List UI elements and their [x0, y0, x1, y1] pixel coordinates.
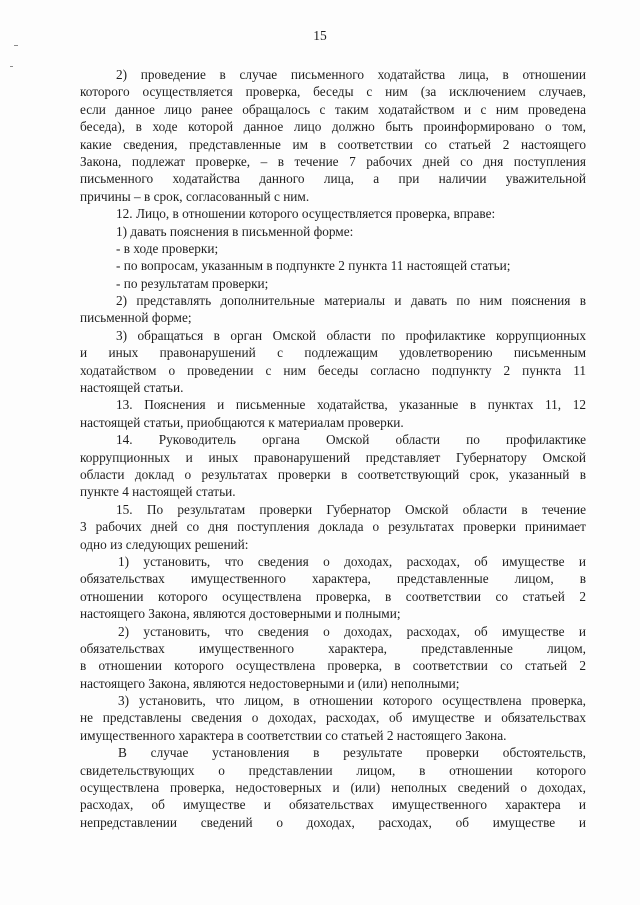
text-line: в отношении которого осуществлена проверка, в соответствии со статьей 2 [80, 658, 586, 674]
text-line: причины – в срок, согласованный с ним. [80, 188, 310, 204]
text-line: и иных правонарушений с подлежащим удовлетворению письменным [80, 345, 586, 361]
text-line: настоящей статьи. [80, 380, 184, 396]
text-line: имущественного характера в соответствии со статьей 2 настоящего Закона. [80, 727, 507, 743]
text-line: 3) обращаться в орган Омской области по профилактике коррупционных [116, 327, 586, 343]
text-line: коррупционных и иных правонарушений представляет Губернатору Омской [80, 449, 586, 465]
text-line: обязательствах имущественного характера, представленные лицом, в [80, 571, 586, 587]
text-line: - по вопросам, указанным в подпункте 2 пункта 11 настоящей статьи; [116, 258, 511, 274]
text-line: 14. Руководитель органа Омской области по профилактике [116, 432, 586, 448]
text-line: настоящего Закона, являются достоверными и полными; [80, 606, 401, 622]
text-line: Закона, подлежат проверке, – в течение 7 рабочих дней со дня поступления [80, 153, 586, 169]
text-line: письменной форме; [80, 310, 192, 326]
text-line: 1) давать пояснения в письменной форме: [116, 223, 354, 239]
text-line: 3 рабочих дней со дня поступления доклада о результатах проверки принимает [80, 519, 586, 535]
text-line: 2) установить, что сведения о доходах, расходах, об имуществе и [118, 623, 586, 639]
page-number: 15 [313, 28, 327, 43]
text-line: непредставлении сведений о доходах, расходах, об имуществе и [80, 814, 586, 830]
text-line: письменного ходатайства данного лица, а при наличии уважительной [80, 171, 586, 187]
scan-mark [10, 66, 13, 67]
text-line: настоящего Закона, являются недостоверными и (или) неполными; [80, 675, 460, 691]
text-line: В случае установления в результате проверки обстоятельств, [118, 745, 586, 761]
scan-mark [14, 45, 18, 46]
text-line: если данное лицо ранее обращалось с таким ходатайством и с ним проведена [80, 101, 586, 117]
text-line: 2) представлять дополнительные материалы и давать по ним пояснения в [116, 293, 586, 309]
text-line: 13. Пояснения и письменные ходатайства, указанные в пунктах 11, 12 [116, 397, 586, 413]
text-line: ходатайством о проведении с ним беседы согласно подпункту 2 пункта 11 [80, 362, 586, 378]
text-line: 1) установить, что сведения о доходах, расходах, об имуществе и [118, 553, 586, 569]
text-line: осуществлена проверка, недостоверных и (или) неполных сведений о доходах, [80, 780, 586, 796]
text-line: - по результатам проверки; [116, 275, 269, 291]
text-line: одно из следующих решений: [80, 536, 249, 552]
text-line: 3) установить, что лицом, в отношении которого осуществлена проверка, [118, 693, 586, 709]
text-line: не представлены сведения о доходах, расходах, об имуществе и обязательствах [80, 710, 586, 726]
text-line: области доклад о результатах проверки в соответствующий срок, указанный в [80, 466, 586, 482]
text-line: которого осуществляется проверка, беседы с ним (за исключением случаев, [80, 84, 586, 100]
text-line: 12. Лицо, в отношении которого осуществляется проверка, вправе: [116, 206, 496, 222]
document-body [80, 66, 586, 831]
text-line: 15. По результатам проверки Губернатор Омской области в течение [116, 501, 586, 517]
text-line: пункте 4 настоящей статьи. [80, 484, 236, 500]
text-line: обязательствах имущественного характера, представленные лицом, [80, 640, 586, 656]
text-line: 2) проведение в случае письменного ходатайства лица, в отношении [116, 67, 586, 82]
text-line: какие сведения, представленные им в соответствии со статьей 2 настоящего [80, 136, 586, 152]
text-line: отношении которого осуществлена проверка, в соответствии со статьей 2 [80, 588, 586, 604]
text-line: настоящей статьи, приобщаются к материалам проверки. [80, 414, 404, 430]
text-line: свидетельствующих о представлении лицом, в отношении которого [80, 762, 586, 778]
text-line: беседа), в ходе которой данное лицо должно быть проинформировано о том, [80, 119, 586, 135]
text-line: расходах, об имуществе и обязательствах имущественного характера и [80, 797, 586, 813]
text-line: - в ходе проверки; [116, 240, 219, 256]
